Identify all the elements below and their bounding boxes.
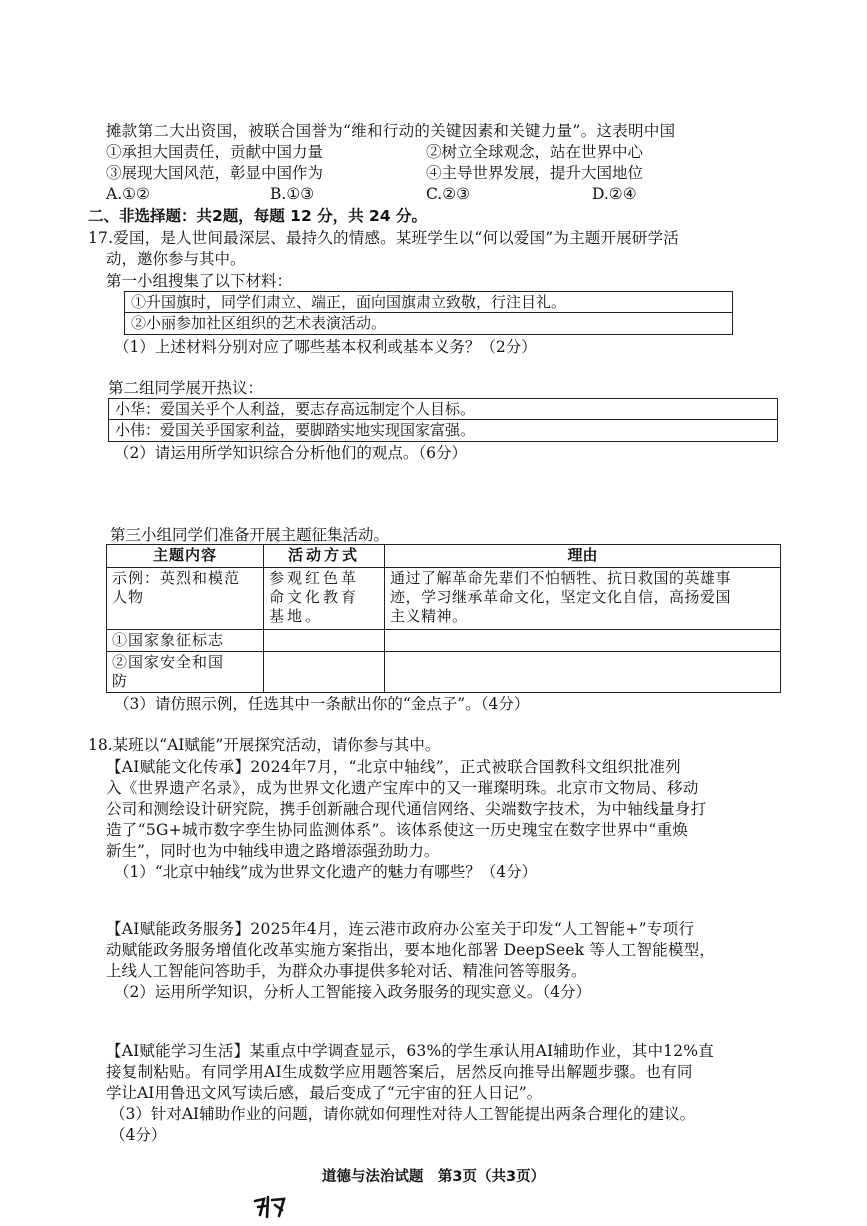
q16-option: C.②③ xyxy=(426,185,471,203)
page-footer: 道德与法治试题 第3页（共3页） xyxy=(321,1169,546,1185)
q17-subquestion: （1）上述材料分别对应了哪些基本权利或基本义务？（2分） xyxy=(114,338,537,356)
q17-stem: 17.爱国，是人世间最深层、最持久的情感。某班学生以“何以爱国”为主题开展研学活 xyxy=(88,229,680,247)
q16-statement: ①承担大国责任，贡献中国力量 xyxy=(106,143,324,161)
cell-line: 防 xyxy=(112,672,129,690)
material-item: ②小丽参加社区组织的艺术表演活动。 xyxy=(131,314,387,332)
cell-line: 基地。 xyxy=(269,607,324,625)
cell-line: 迹，学习继承革命文化，坚定文化自信，高扬爱国 xyxy=(390,588,732,606)
q18-part1-line: 【AI赋能文化传承】2024年7月，“北京中轴线”，正式被联合国教科文组织批准列 xyxy=(106,758,681,776)
table-cell xyxy=(107,652,264,693)
q17-subquestion: （2）请运用所学知识综合分析他们的观点。（6分） xyxy=(114,444,467,462)
q18-subquestion: （4分） xyxy=(110,1126,167,1144)
q18-subquestion: （2）运用所学知识，分析人工智能接入政务服务的现实意义。（4分） xyxy=(114,983,591,1001)
cell-line: 参观红色革 xyxy=(269,569,360,587)
q18-stem: 18.某班以“AI赋能”开展探究活动，请你参与其中。 xyxy=(88,736,441,754)
table-header: 活动方式 xyxy=(264,545,385,568)
handwritten-mark-icon xyxy=(252,1193,288,1219)
table-cell xyxy=(385,568,781,630)
table-row xyxy=(107,652,781,693)
q17-group3-intro: 第三小组同学们准备开展主题征集活动。 xyxy=(110,526,390,544)
q17-group1-intro: 第一小组搜集了以下材料： xyxy=(106,272,293,290)
cell-line: 人物 xyxy=(112,588,145,606)
q16-stem-tail: 摊款第二大出资国，被联合国誉为“维和行动的关键因素和关键力量”。这表明中国 xyxy=(106,122,676,140)
q18-part3-line: 【AI赋能学习生活】某重点中学调查显示，63%的学生承认用AI辅助作业，其中12%直 xyxy=(106,1042,714,1060)
q18-part2-line: 动赋能政务服务增值化改革实施方案指出，要本地化部署 DeepSeek 等人工智能模型， xyxy=(106,941,716,959)
table-header-row xyxy=(107,545,781,568)
q16-statement: ②树立全球观念，站在世界中心 xyxy=(426,143,644,161)
table-cell: ①国家象征标志 xyxy=(107,630,264,652)
q18-part3-line: 学让AI用鲁迅文风写读后感，最后变成了“元宇宙的狂人日记”。 xyxy=(106,1084,543,1102)
q18-part1-line: 新生”，同时也为中轴线申遗之路增添强劲助力。 xyxy=(106,842,440,860)
table-header: 理由 xyxy=(385,545,781,568)
cell-line: 命文化教育 xyxy=(269,588,360,606)
view-item: 小华：爱国关乎个人利益，要志存高远制定个人目标。 xyxy=(109,399,777,420)
table-header: 主题内容 xyxy=(107,545,264,568)
q17-material-box xyxy=(124,291,733,335)
q18-subquestion: （3）针对AI辅助作业的问题，请你就如何理性对待人工智能提出两条合理化的建议。 xyxy=(110,1105,696,1123)
material-item: ①升国旗时，同学们肃立、端正，面向国旗肃立致敬，行注目礼。 xyxy=(125,292,732,313)
q18-part1-line: 入《世界遗产名录》，成为世界文化遗产宝库中的又一璀璨明珠。北京市文物局、移动 xyxy=(106,779,699,797)
q16-option: B.①③ xyxy=(270,185,315,203)
view-item: 小伟：爱国关乎国家利益，要脚踏实地实现国家富强。 xyxy=(115,421,476,439)
q17-stem: 动，邀你参与其中。 xyxy=(106,250,246,268)
q18-part2-line: 上线人工智能问答助手，为群众办事提供多轮对话、精准问答等服务。 xyxy=(106,962,587,980)
q18-subquestion: （1）“北京中轴线”成为世界文化遗产的魅力有哪些？（4分） xyxy=(114,863,538,881)
q18-part1-line: 公司和测绘设计研究院，携手创新融合现代通信网络、尖端数字技术，为中轴线量身打 xyxy=(106,800,707,818)
q18-part1-line: 造了“5G+城市数字孪生协同监测体系”。该体系使这一历史瑰宝在数字世界中“重焕 xyxy=(106,821,689,839)
q17-subquestion: （3）请仿照示例，任选其中一条献出你的“金点子”。（4分） xyxy=(114,695,530,713)
cell-line: 主义精神。 xyxy=(390,607,468,625)
q18-part2-line: 【AI赋能政务服务】2025年4月，连云港市政府办公室关于印发“人工智能+”专项行 xyxy=(106,920,695,938)
cell-line: ②国家安全和国 xyxy=(112,653,225,671)
q16-option: A.①② xyxy=(106,185,150,203)
q16-option: D.②④ xyxy=(592,185,637,203)
table-cell xyxy=(264,652,385,693)
q18-part3-line: 接复制粘贴。有同学用AI生成数学应用题答案后，居然反向推导出解题步骤。也有同 xyxy=(106,1063,693,1081)
table-row xyxy=(107,568,781,630)
q17-views-box xyxy=(108,398,778,442)
table-cell xyxy=(107,568,264,630)
theme-table xyxy=(106,544,781,693)
table-cell xyxy=(385,652,781,693)
table-cell xyxy=(385,630,781,652)
cell-line: 通过了解革命先辈们不怕牺牲、抗日救国的英雄事 xyxy=(390,569,732,587)
q16-statement: ④主导世界发展，提升大国地位 xyxy=(426,164,644,182)
cell-line: 示例：英烈和模范 xyxy=(112,569,241,587)
table-row xyxy=(107,630,781,652)
q17-group2-intro: 第二组同学展开热议： xyxy=(108,379,264,397)
table-cell xyxy=(264,568,385,630)
table-cell xyxy=(264,630,385,652)
q16-statement: ③展现大国风范，彰显中国作为 xyxy=(106,164,324,182)
section-heading: 二、非选择题：共2题，每题 12 分，共 24 分。 xyxy=(88,207,428,225)
